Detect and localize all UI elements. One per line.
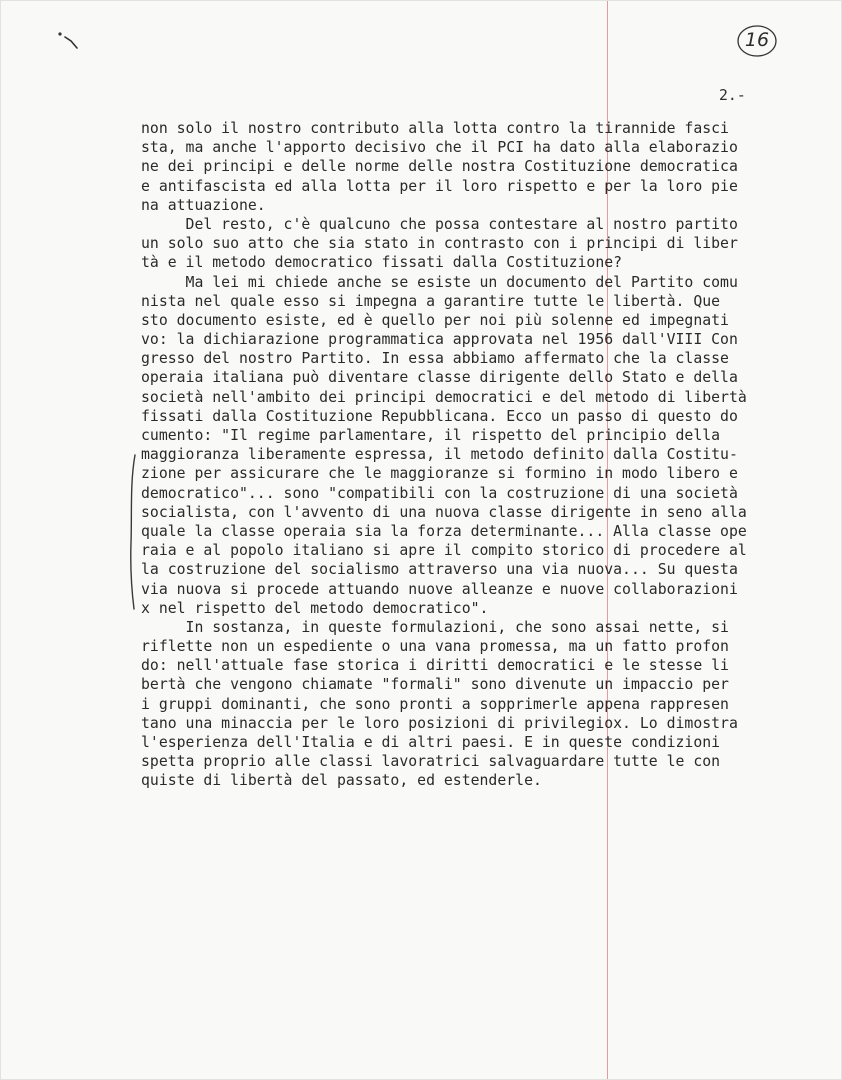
text-line: sta, ma anche l'apporto decisivo che il PCI ha dato alla elaborazio: [141, 139, 738, 157]
text-line: la costruzione del socialismo attraverso una via nuova... Su questa: [141, 561, 738, 579]
text-line: sto documento esiste, ed è quello per noi più solenne ed impegnati: [141, 311, 729, 329]
text-line: i gruppi dominanti, che sono pronti a sopprimerle appena rappresen: [141, 695, 729, 713]
text-line: cumento: "Il regime parlamentare, il rispetto del principio della: [141, 427, 721, 444]
text-line: bertà che vengono chiamate "formali" sono divenute un impaccio per: [141, 676, 729, 694]
text-line: tano una minaccia per le loro posizioni di privilegiox. Lo dimostra: [141, 714, 738, 732]
text-line: riflette non un espediente o una vana promessa, ma un fatto profon: [141, 638, 729, 656]
text-line: socialista, con l'avvento di una nuova classe dirigente in seno alla: [141, 503, 747, 521]
text-line: ne dei principi e delle norme delle nostra Costituzione democratica: [141, 158, 738, 176]
text-line: Del resto, c'è qualcuno che possa contestare al nostro partito: [141, 215, 738, 233]
text-line: gresso del nostro Partito. In essa abbiamo affermato che la classe: [141, 350, 729, 368]
text-line: un solo suo atto che sia stato in contrasto con i principi di liber: [141, 235, 738, 253]
text-line: raia e al popolo italiano si apre il compito storico di procedere al: [141, 542, 747, 560]
text-line: operaia italiana può diventare classe dirigente dello Stato e della: [141, 369, 738, 387]
text-line: fissati dalla Costituzione Repubblicana. Ecco un passo di questo do: [141, 407, 738, 425]
text-line: società nell'ambito dei principi democratici e del metodo di libertà: [141, 388, 747, 406]
text-line: quiste di libertà del passato, ed estenderle.: [141, 772, 542, 790]
text-line: maggioranza liberamente espressa, il metodo definito dalla Costitu-: [141, 446, 738, 464]
corner-ink-mark: [57, 31, 83, 53]
page-number-text: 16: [744, 29, 770, 51]
text-line: tà e il metodo democratico fissati dalla Costituzione?: [141, 254, 623, 272]
text-line: democratico"... sono "compatibili con la costruzione di una società: [141, 484, 738, 502]
text-line: e antifascista ed alla lotta per il loro rispetto e per la loro pie: [141, 177, 738, 195]
text-line: non solo il nostro contributo alla lotta contro la tirannide fasci: [141, 120, 729, 137]
text-line: nista nel quale esso si impegna a garantire tutte le libertà. Que: [141, 292, 721, 310]
text-line: via nuova si procede attuando nuove alleanze e nuove collaborazioni: [141, 580, 738, 598]
page-label: 2.-: [719, 87, 746, 104]
text-line: quale la classe operaia sia la forza determinante... Alla classe ope: [141, 522, 747, 540]
text-line: na attuazione.: [141, 196, 266, 214]
text-line: x nel rispetto del metodo democratico".: [141, 599, 489, 617]
handwritten-margin-bracket: [127, 453, 137, 611]
text-line: In sostanza, in queste formulazioni, che sono assai nette, si: [141, 618, 729, 636]
text-line: vo: la dichiarazione programmatica approvata nel 1956 dall'VIII Con: [141, 331, 738, 349]
typewritten-body-text: [141, 119, 821, 791]
text-line: Ma lei mi chiede anche se esiste un documento del Partito comu: [141, 273, 738, 291]
text-line: do: nell'attuale fase storica i diritti democratici e le stesse li: [141, 657, 729, 675]
text-line: l'esperienza dell'Italia e di altri paesi. E in queste condizioni: [141, 734, 721, 751]
text-line: zione per assicurare che le maggioranze si formino in modo libero e: [141, 465, 738, 483]
circled-page-number: [735, 23, 779, 59]
text-line: spetta proprio alle classi lavoratrici salvaguardare tutte le con: [141, 753, 721, 771]
